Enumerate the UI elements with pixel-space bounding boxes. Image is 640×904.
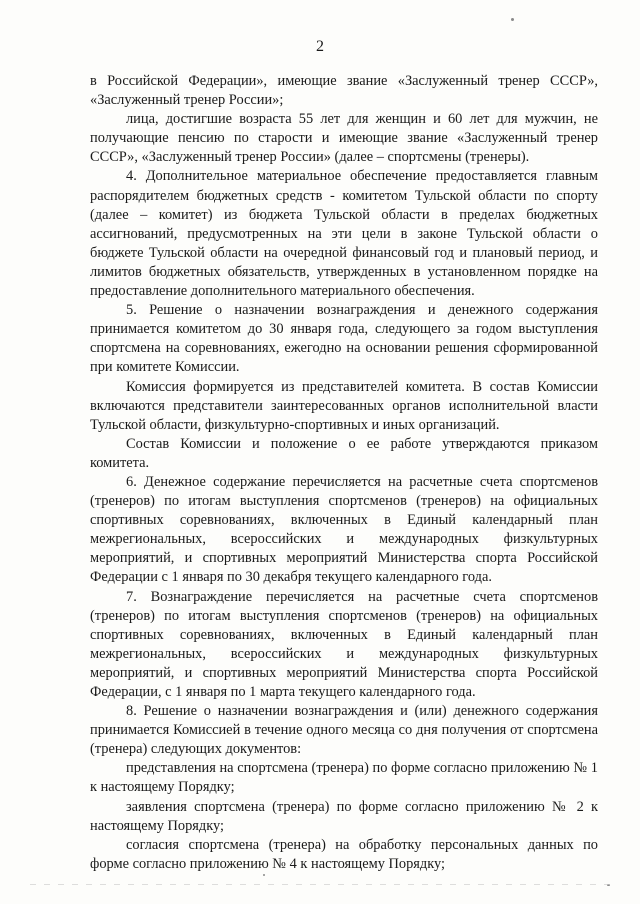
paragraph-item-4: 4. Дополнительное материальное обеспечение предоставляется главным распорядителем бюджетных средств - комитетом Тульской области по спорту (далее – комитет) из бюджета Тульской области в пределах бюджетных ассигнований, предусмотренных на эти цели в законе Тульской области о бюджете Тульской области на очередной финансовый год и плановый период, и лимитов бюджетных обязательств, утвержденных в установленном порядке на предоставление дополнительного материального обеспечения. (90, 168, 598, 300)
scan-speck (511, 18, 514, 21)
scan-edge-noise (30, 884, 610, 885)
paragraph-commission-formation: Комиссия формируется из представителей комитета. В состав Комиссии включаются представители заинтересованных органов исполнительной власти Тульской области, физкультурно-спортивных и иных организаций. (90, 378, 598, 433)
paragraph-item-8: 8. Решение о назначении вознаграждения и (или) денежного содержания принимается Комиссией в течение одного месяца со дня получения от спортсмена (тренера) следующих документов: (90, 703, 598, 758)
paragraph-continuation: в Российской Федерации», имеющие звание «Заслуженный тренер СССР», «Заслуженный тренер России»; (90, 73, 598, 109)
paragraph-commission-composition: Состав Комиссии и положение о ее работе утверждаются приказом комитета. (90, 435, 598, 471)
scan-speck (263, 874, 265, 876)
page-number: 2 (316, 38, 324, 55)
paragraph-item-6: 6. Денежное содержание перечисляется на расчетные счета спортсменов (тренеров) по итогам выступления спортсменов (тренеров) на официальных спортивных соревнованиях, включенных в Единый календарный план межрегиональных, всероссийских и международных физкультурных мероприятий, и спортивных мероприятий Министерства спорта Российской Федерации с 1 января по 30 декабря текущего календарного года. (90, 473, 598, 586)
list-item-submission: представления на спортсмена (тренера) по форме согласно приложению № 1 к настоящему Порядку; (90, 760, 598, 796)
paragraph-item-5: 5. Решение о назначении вознаграждения и денежного содержания принимается комитетом до 30 января года, следующего за годом выступления спортсмена на соревнованиях, ежегодно на основании решения сформированной при комитете Комиссии. (90, 302, 598, 376)
list-item-consent: согласия спортсмена (тренера) на обработку персональных данных по форме согласно приложению № 4 к настоящему Порядку; (90, 836, 598, 872)
paragraph-age-criteria: лица, достигшие возраста 55 лет для женщин и 60 лет для мужчин, не получающие пенсию по старости и имеющие звание «Заслуженный тренер СССР», «Заслуженный тренер России» (далее – спортсмены (тренеры). (90, 111, 598, 166)
document-body (90, 72, 598, 874)
list-item-application: заявления спортсмена (тренера) по форме согласно приложению № 2 к настоящему Порядку; (90, 798, 598, 834)
paragraph-item-7: 7. Вознаграждение перечисляется на расчетные счета спортсменов (тренеров) по итогам выступления спортсменов (тренеров) на официальных спортивных соревнованиях, включенных в Единый календарный план межрегиональных, всероссийских и международных физкультурных мероприятий, и спортивных мероприятий Министерства спорта Российской Федерации, с 1 января по 1 марта текущего календарного года. (90, 588, 598, 700)
